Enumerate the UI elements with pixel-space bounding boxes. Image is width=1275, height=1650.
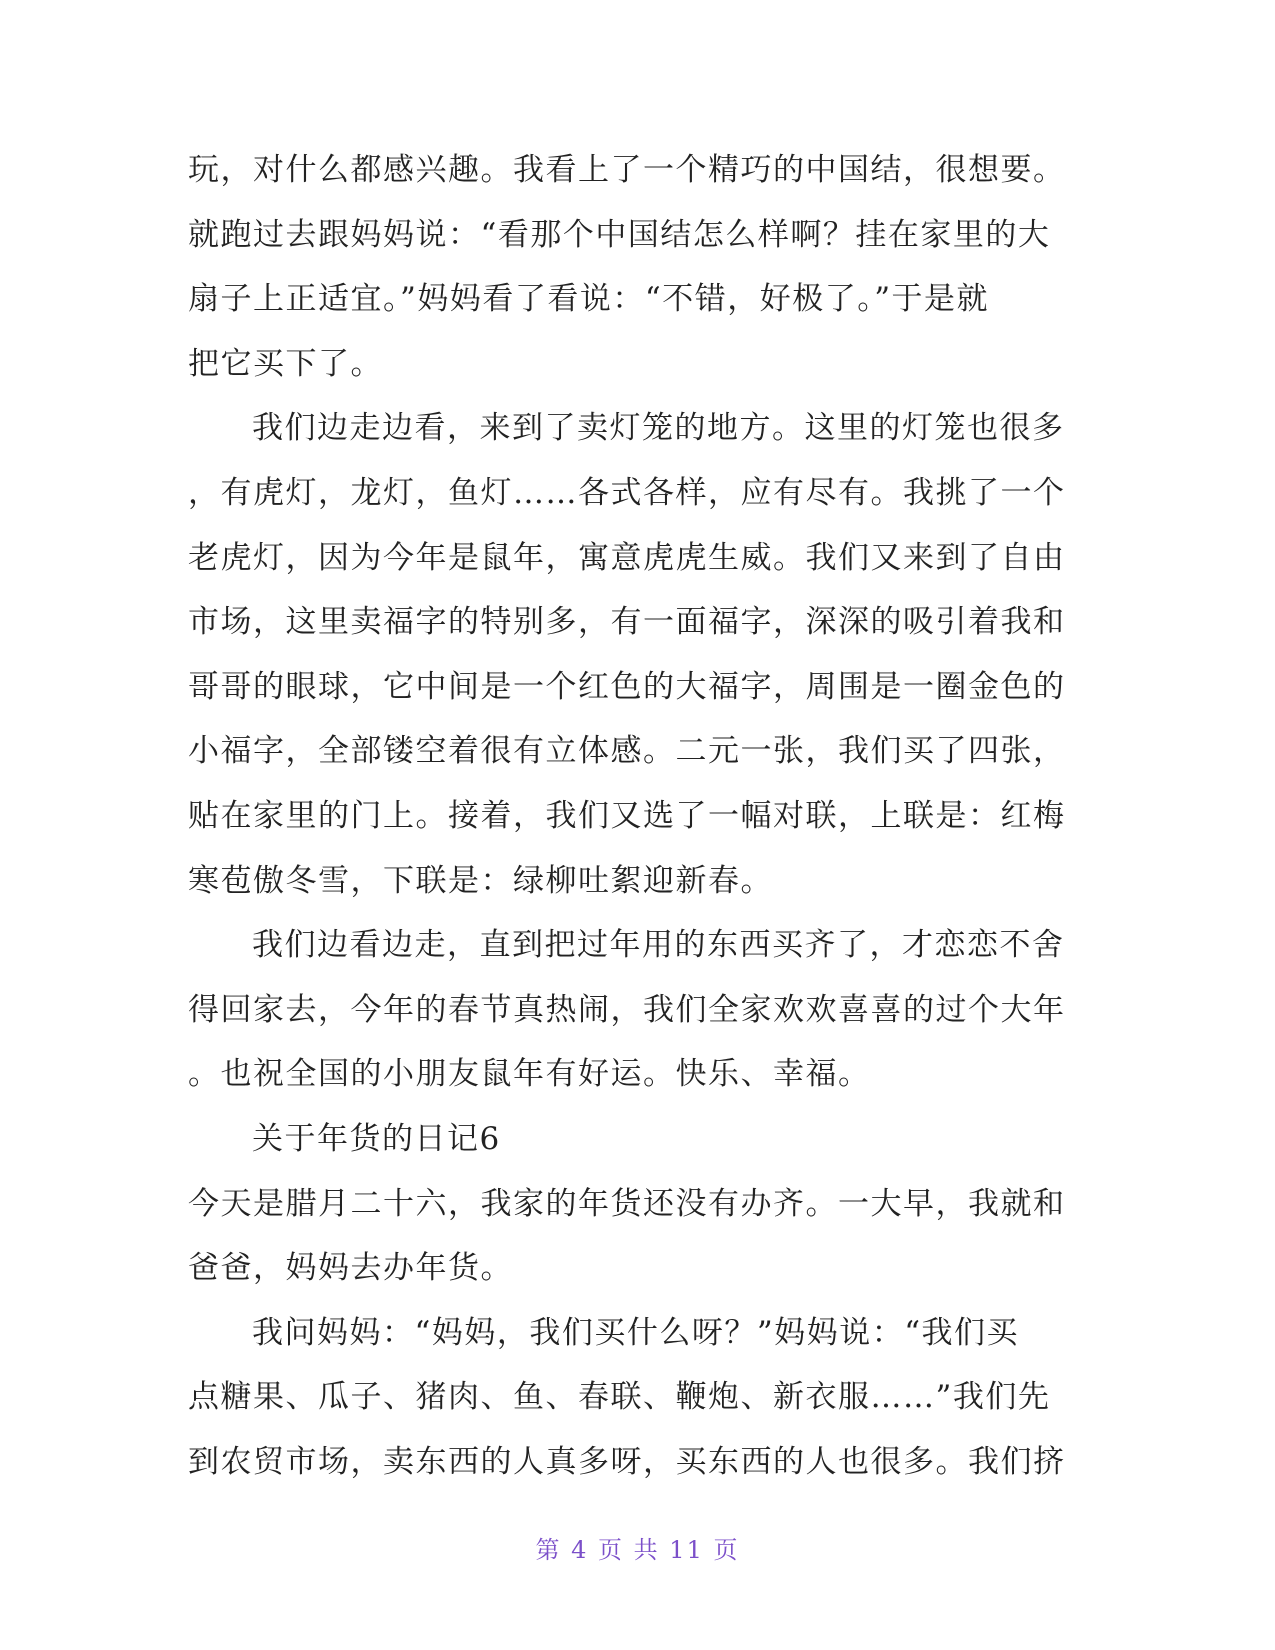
text-line: ，有虎灯，龙灯，鱼灯……各式各样，应有尽有。我挑了一个 — [188, 474, 1066, 511]
paragraph-start-line: 我们边走边看，来到了卖灯笼的地方。这里的灯笼也很多 — [252, 410, 1065, 447]
paragraph-start-line: 我们边看边走，直到把过年用的东西买齐了，才恋恋不舍 — [252, 927, 1065, 964]
page-number-footer: 第 4 页 共 11 页 — [535, 1536, 740, 1564]
text-line: 玩，对什么都感兴趣。我看上了一个精巧的中国结，很想要。 — [188, 152, 1066, 188]
text-line: 寒苞傲冬雪，下联是：绿柳吐絮迎新春。 — [188, 862, 773, 899]
text-line: 老虎灯，因为今年是鼠年，寓意虎虎生威。我们又来到了自由 — [188, 539, 1066, 576]
text-line: 扇子上正适宜。”妈妈看了看说：“不错，好极了。”于是就 — [188, 281, 990, 318]
text-line: 市场，这里卖福字的特别多，有一面福字，深深的吸引着我和 — [188, 604, 1066, 641]
text-line: 小福字，全部镂空着很有立体感。二元一张，我们买了四张， — [188, 733, 1066, 770]
paragraph-start-line: 我问妈妈：“妈妈，我们买什么呀？”妈妈说：“我们买 — [252, 1314, 1020, 1351]
text-line: 得回家去，今年的春节真热闹，我们全家欢欢喜喜的过个大年 — [188, 991, 1066, 1028]
text-line: 点糖果、瓜子、猪肉、鱼、春联、鞭炮、新衣服……”我们先 — [188, 1379, 1051, 1416]
text-line: 哥哥的眼球，它中间是一个红色的大福字，周围是一圈金色的 — [188, 668, 1066, 705]
document-body — [188, 138, 1088, 1494]
text-line: 把它买下了。 — [188, 345, 383, 382]
text-line: 就跑过去跟妈妈说：“看那个中国结怎么样啊？挂在家里的大 — [188, 216, 1051, 253]
text-line: 到农贸市场，卖东西的人真多呀，买东西的人也很多。我们挤 — [188, 1443, 1066, 1480]
text-line: 爸爸，妈妈去办年货。 — [188, 1250, 513, 1287]
text-line: 。也祝全国的小朋友鼠年有好运。快乐、幸福。 — [188, 1056, 871, 1093]
text-line: 今天是腊月二十六，我家的年货还没有办齐。一大早，我就和 — [188, 1185, 1066, 1222]
section-heading: 关于年货的日记6 — [252, 1120, 501, 1157]
text-line: 贴在家里的门上。接着，我们又选了一幅对联，上联是：红梅 — [188, 797, 1066, 834]
